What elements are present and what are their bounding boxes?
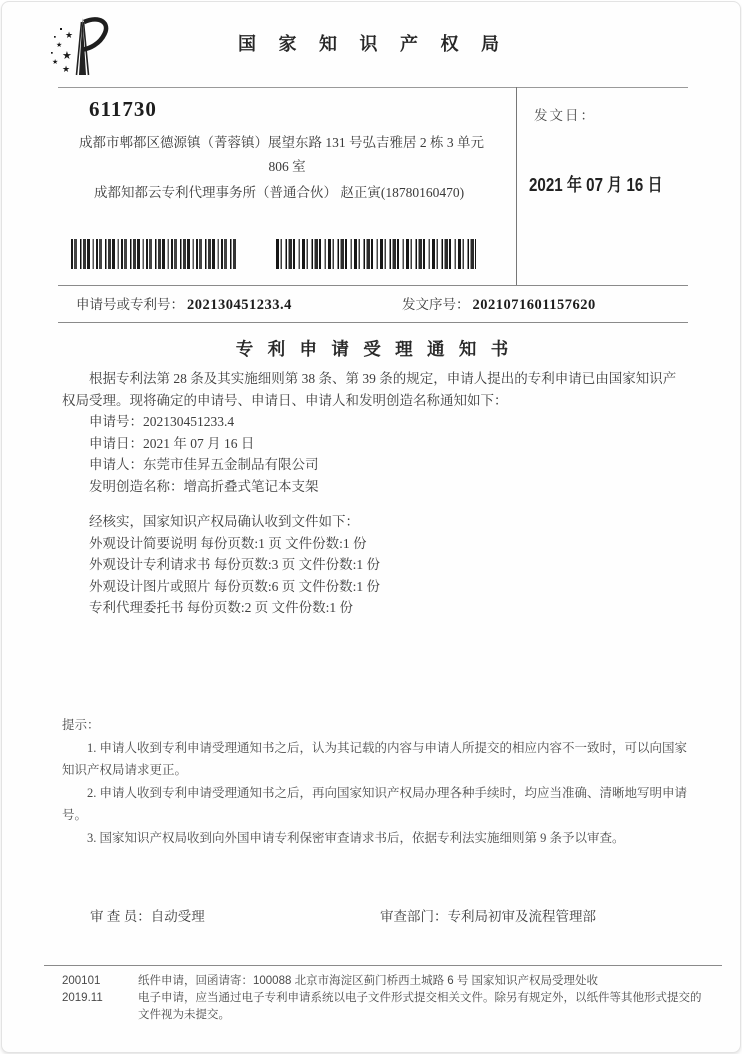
field-label: 申请人： [89,457,143,472]
application-number-label: 申请号或专利号： [76,297,184,312]
barcode-row [71,239,476,269]
document-item: 外观设计简要说明 每份页数:1 页 文件份数:1 份 [89,535,367,551]
field-application-date [62,433,687,455]
field-application-no [62,411,687,433]
org-name: 国 家 知 识 产 权 局 [238,34,508,54]
field-value: 东莞市佳昇五金制品有限公司 [143,457,319,472]
svg-text:★: ★ [62,50,72,62]
signoff-row [62,905,687,925]
document-item: 专利代理委托书 每份页数:2 页 文件份数:1 份 [89,600,354,615]
department-field [380,905,596,925]
footer-code: 2019.11 [62,992,103,1004]
svg-text:★: ★ [56,41,63,49]
application-number [76,293,402,314]
address-line-1: 成都市郫都区德源镇（菁蓉镇）展望东路 131 号弘吉雅居 2 栋 3 单元 [79,135,484,150]
footer-code: 200101 [62,975,101,987]
issue-date-value: 2021 年 07 月 16 日 [529,175,663,195]
intro-paragraph: 根据专利法第 28 条及其实施细则第 38 条、第 39 条的规定，申请人提出的专利申请已由国家知识产权局受理。现将确定的申请号、申请日、申请人和发明创造名称通知如下： [62,371,677,408]
footer-text-paper: 纸件申请，回函请寄：100088 北京市海淀区蓟门桥西土城路 6 号 国家知识产权局受理处收 [138,975,599,987]
serial-number [402,293,596,314]
svg-text:★: ★ [52,58,59,66]
doc-title: 专 利 申 请 受 理 通 知 书 [235,339,514,359]
field-label: 申请日： [89,435,143,451]
issue-date-box [516,87,688,285]
hints-section [62,714,690,849]
examiner-field [90,905,352,925]
postal-code: 611730 [89,97,157,121]
document-item: 外观设计专利请求书 每份页数:3 页 文件份数:1 份 [89,557,381,572]
document-page [1,1,741,1053]
barcode-right [276,239,476,269]
svg-text:★: ★ [62,64,71,74]
confirm-paragraph: 经核实，国家知识产权局确认收到文件如下： [89,514,359,529]
hint-item: 3. 国家知识产权局收到向外国申请专利保密审查请求书后，依据专利法实施细则第 9 条予以审查。 [87,830,625,845]
examiner-value: 自动受理 [150,909,205,924]
numbers-row [58,285,688,323]
footer-row-electronic [44,990,722,1024]
notice-body [62,322,687,619]
hints-title: 提示： [62,718,100,732]
examiner-label: 审 查 员： [90,909,151,924]
hint-item: 1. 申请人收到专利申请受理通知书之后，认为其记载的内容与申请人所提交的相应内容不一致时，可以向国家知识产权局请求更正。 [62,740,688,777]
barcode-left [71,239,236,269]
footer-text-electronic: 电子申请，应当通过电子专利申请系统以电子文件形式提交相关文件。除另有规定外，以纸件等其他形式提交的文件视为未提交。 [138,992,702,1021]
field-value: 202130451233.4 [143,414,235,429]
document-item: 外观设计图片或照片 每份页数:6 页 文件份数:1 份 [89,578,381,594]
serial-number-label: 发文序号： [402,297,470,312]
agency-line: 成都知都云专利代理事务所（普通合伙） 赵正寅(18780160470) [94,185,465,200]
recipient-and-date-section [58,87,688,286]
field-value: 增高折叠式笔记本支架 [183,478,319,494]
footer-row-paper [44,973,722,990]
document-footer [44,965,722,1024]
field-value: 2021 年 07 月 16 日 [143,435,255,451]
field-applicant [62,454,687,476]
field-label: 申请号： [89,414,143,429]
svg-text:★: ★ [65,30,74,40]
hint-item: 2. 申请人收到专利申请受理通知书之后，再向国家知识产权局办理各种手续时，均应当准确、清晰地写明申请号。 [62,785,688,822]
field-label: 发明创造名称： [89,478,184,494]
application-number-value: 202130451233.4 [187,297,292,313]
document-header [52,2,688,88]
issue-date-label: 发文日： [534,108,596,123]
address-line-2: 806 室 [268,159,306,174]
recipient-block [58,87,516,285]
department-value: 专利局初审及流程管理部 [447,909,596,924]
field-invention-name [62,476,687,498]
department-label: 审查部门： [380,909,448,924]
serial-number-value: 2021071601157620 [472,297,596,313]
